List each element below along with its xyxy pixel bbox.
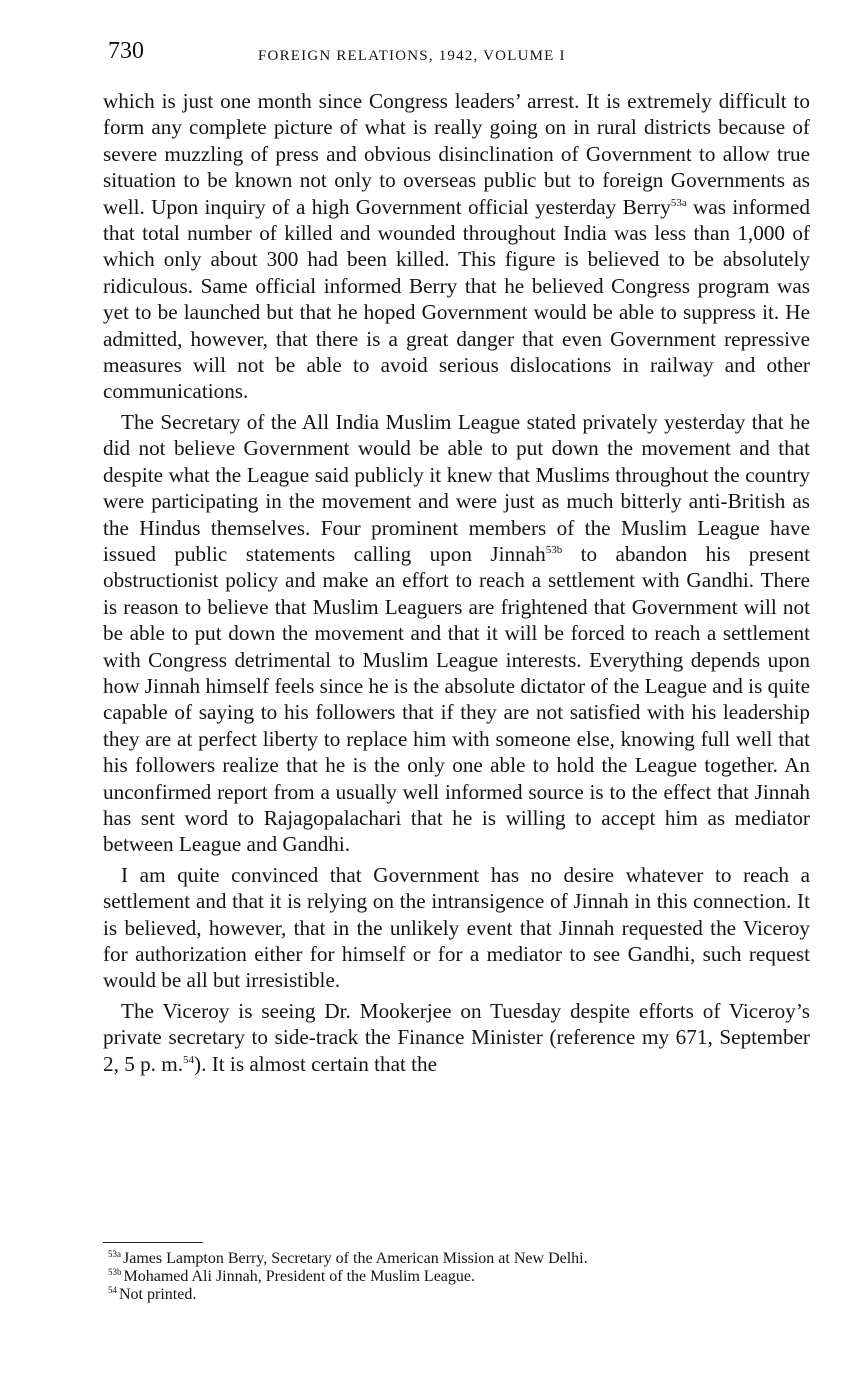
paragraph-2 (103, 409, 810, 858)
footnote (108, 1268, 808, 1286)
paragraph-2-text-a: The Secretary of the All India Muslim League stated privately yesterday that he did not believe Government would be able to put down the movement and that despite what the League said publicly it knew that Muslims throughout the country were participating in the movement and were just as much bitterly anti-British as the Hindus themselves. Four prominent members of the Muslim League have issued public statements calling upon Jinnah (103, 409, 810, 566)
paragraph-1-text-b: was informed that total number of killed and wounded throughout India was less than 1,000 of which only about 300 had been killed. This figure is believed to be absolutely ridiculous. Same official informed Berry that he believed Congress program was yet to be launched but that he hoped Government would be able to suppress it. He admitted, however, that there is a great danger that even Government repressive measures will not be able to avoid serious dislocations in railway and other communications. (103, 194, 810, 404)
footnote-text: Not printed. (119, 1286, 197, 1303)
footnote-ref-53b: 53b (545, 543, 563, 556)
footnote-mark: 53b (108, 1266, 122, 1277)
footnote-ref-53a: 53a (670, 196, 687, 209)
paragraph-1 (103, 88, 810, 405)
page-header (108, 38, 808, 72)
footnote-text: James Lampton Berry, Secretary of the American Mission at New Delhi. (123, 1250, 588, 1267)
running-head: FOREIGN RELATIONS, 1942, VOLUME I (258, 48, 566, 64)
body-text (103, 88, 810, 1077)
paragraph-4-text-a: The Viceroy is seeing Dr. Mookerjee on Tuesday despite efforts of Viceroy’s private secretary to side-track the Finance Minister (reference my 671, September 2, 5 p. m. (103, 998, 810, 1076)
paragraph-4 (103, 998, 810, 1077)
footnote-divider (103, 1242, 203, 1243)
paragraph-1-text-a: which is just one month since Congress leaders’ arrest. It is extremely difficult to form any complete picture of what is really going on in rural districts because of severe muzzling of press and obvious disinclination of Government to allow true situation to be known not only to overseas public but to foreign Governments as well. Upon inquiry of a high Government official yesterday Berry (103, 89, 810, 219)
footnote-mark: 54 (108, 1284, 117, 1295)
footnote-mark: 53a (108, 1248, 121, 1259)
footnote (108, 1286, 808, 1304)
paragraph-2-text-b: to abandon his present obstructionist policy and make an effort to reach a settlement with Gandhi. There is reason to believe that Muslim Leaguers are frightened that Government will not be able to put down the movement and that it will be forced to reach a settlement with Congress detrimental to Muslim League interests. Everything depends upon how Jinnah himself feels since he is the absolute dictator of the League and is quite capable of saying to his followers that if they are not satisfied with his leadership they are at perfect liberty to replace him with someone else, knowing full well that his followers realize that he is the only one able to hold the League together. An unconfirmed report from a usually well informed source is to the effect that Jinnah has sent word to Rajagopalachari that he is willing to accept him as mediator between League and Gandhi. (103, 541, 810, 857)
footnote (108, 1250, 808, 1268)
paragraph-4-text-b: ). It is almost certain that the (194, 1051, 438, 1076)
footnotes (108, 1250, 808, 1304)
page-number: 730 (108, 38, 144, 64)
footnote-ref-54: 54 (183, 1053, 195, 1066)
footnote-text: Mohamed Ali Jinnah, President of the Muslim League. (123, 1268, 475, 1285)
paragraph-3: I am quite convinced that Government has no desire whatever to reach a settlement and that it is relying on the intransigence of Jinnah in this connection. It is believed, however, that in the unlikely event that Jinnah requested the Viceroy for authorization either for himself or for a mediator to see Gandhi, such request would be all but irresistible. (103, 862, 810, 993)
